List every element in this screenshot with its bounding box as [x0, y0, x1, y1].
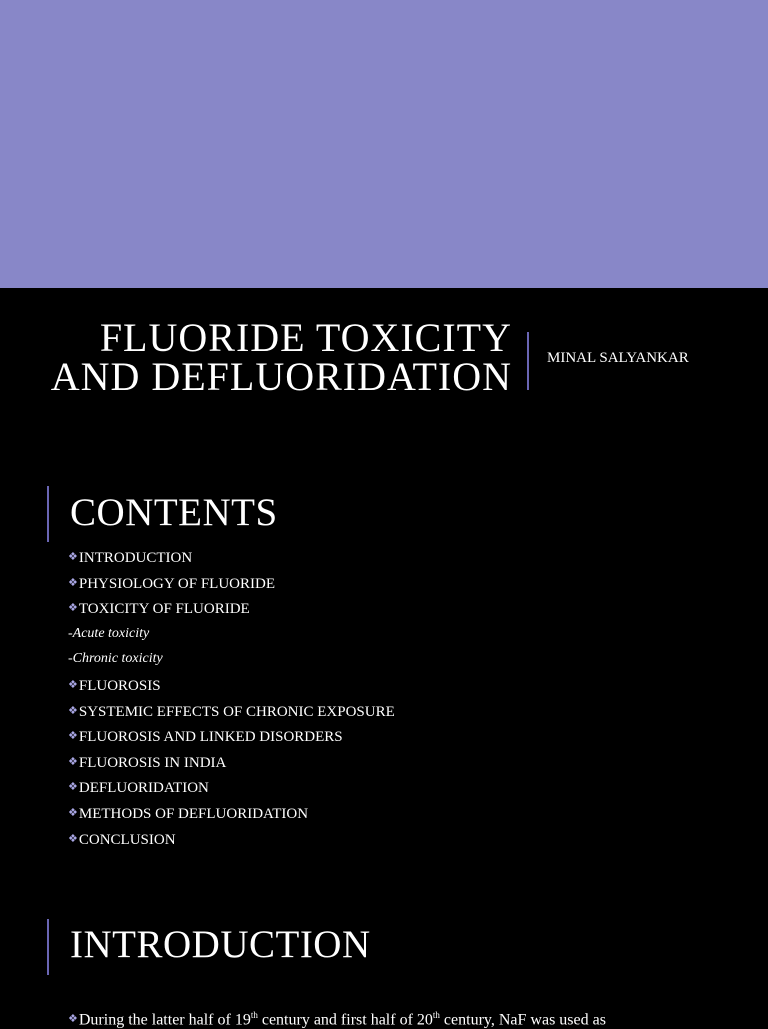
contents-item: ❖TOXICITY OF FLUORIDE [68, 601, 250, 618]
diamond-bullet-icon: ❖ [68, 1013, 78, 1026]
diamond-bullet-icon: ❖ [68, 730, 78, 743]
title-divider [527, 332, 529, 390]
introduction-accent-bar [47, 919, 49, 975]
diamond-bullet-icon: ❖ [68, 576, 78, 589]
diamond-bullet-icon: ❖ [68, 678, 78, 691]
diamond-bullet-icon: ❖ [68, 704, 78, 717]
diamond-bullet-icon: ❖ [68, 551, 78, 563]
contents-item: ❖FLUOROSIS AND LINKED DISORDERS [68, 729, 343, 746]
diamond-bullet-icon: ❖ [68, 602, 78, 615]
diamond-bullet-icon: ❖ [68, 832, 78, 845]
title-slide-banner [0, 0, 768, 288]
contents-item: ❖DEFLUORIDATION [68, 780, 209, 797]
diamond-bullet-icon: ❖ [68, 781, 78, 794]
diamond-bullet-icon: ❖ [68, 755, 78, 768]
author-name: MINAL SALYANKAR [547, 350, 689, 366]
contents-accent-bar [47, 486, 49, 542]
contents-item: ❖FLUOROSIS IN INDIA [68, 754, 227, 771]
presentation-title: FLUORIDE TOXICITY AND DEFLUORIDATION [50, 315, 512, 399]
diamond-bullet-icon: ❖ [68, 806, 78, 819]
contents-subitem: -Chronic toxicity [68, 651, 163, 667]
contents-list [68, 548, 395, 855]
contents-item: ❖SYSTEMIC EFFECTS OF CHRONIC EXPOSURE [68, 703, 395, 720]
contents-subitem: -Acute toxicity [68, 625, 150, 641]
contents-item: ❖CONCLUSION [68, 831, 176, 848]
contents-item: ❖METHODS OF DEFLUORIDATION [68, 805, 309, 822]
contents-heading: CONTENTS [70, 491, 278, 534]
contents-item: ❖PHYSIOLOGY OF FLUORIDE [68, 575, 275, 592]
contents-item: ❖INTRODUCTION [68, 550, 193, 566]
introduction-paragraph: ❖During the latter half of 19th century and first half of 20th century, NaF was used as [68, 1010, 606, 1029]
introduction-heading: INTRODUCTION [70, 923, 371, 966]
contents-item: ❖FLUOROSIS [68, 677, 161, 694]
